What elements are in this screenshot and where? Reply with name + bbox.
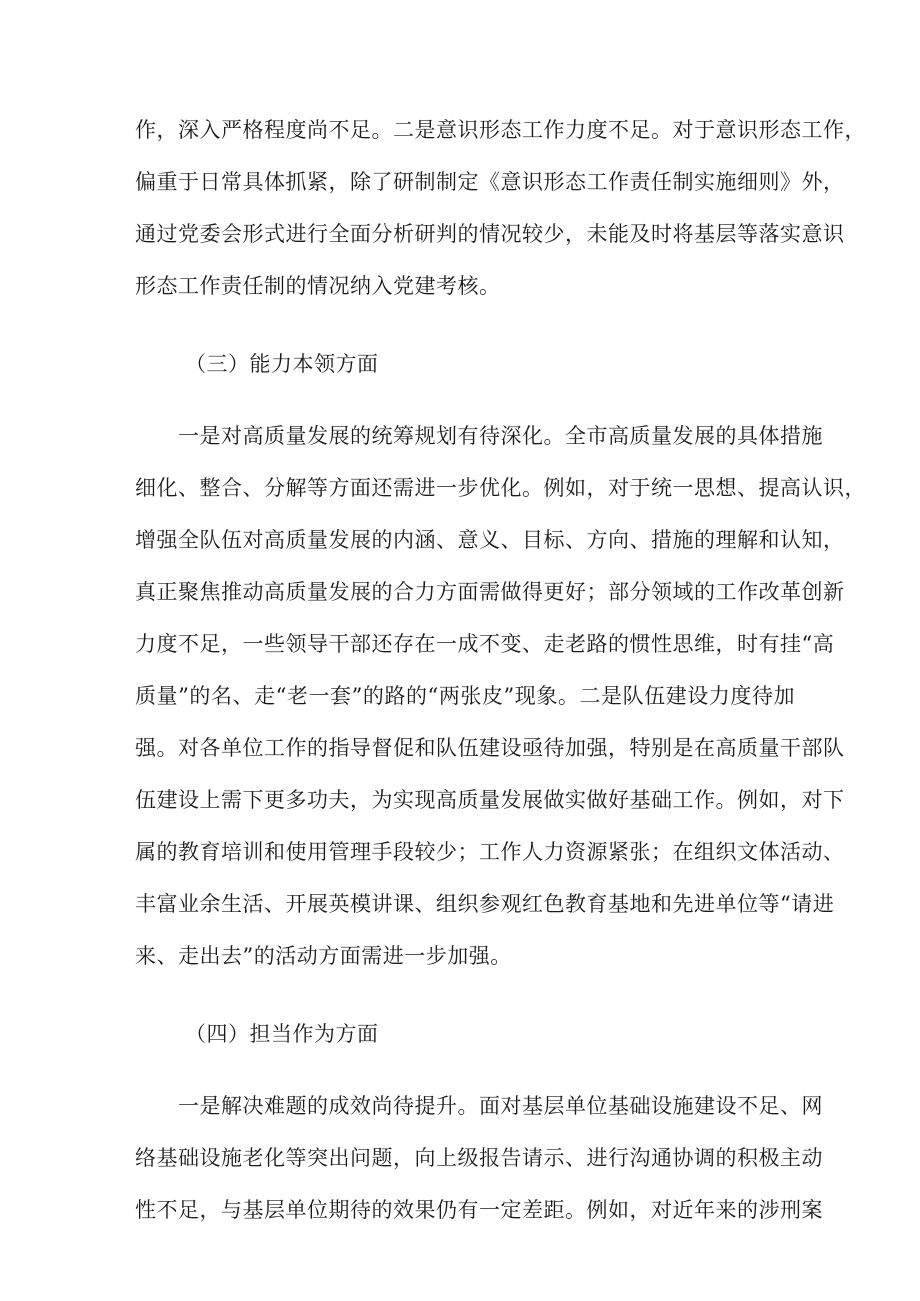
paragraph-line: 偏重于日常具体抓紧，除了研制制定《意识形态工作责任制实施细则》外， xyxy=(135,170,845,194)
paragraph-line: 伍建设上需下更多功夫，为实现高质量发展做实做好基础工作。例如，对下 xyxy=(135,788,845,812)
paragraph-line: 属的教育培训和使用管理手段较少；工作人力资源紧张；在组织文体活动、 xyxy=(135,840,845,864)
paragraph-line: 质量”的名、走“老一套”的路的“两张皮”现象。二是队伍建设力度待加 xyxy=(135,684,795,708)
paragraph-line: 一是解决难题的成效尚待提升。面对基层单位基础设施建设不足、网 xyxy=(178,1094,823,1118)
paragraph-line: 作，深入严格程度尚不足。二是意识形态工作力度不足。对于意识形态工作， xyxy=(135,118,866,142)
paragraph-line: 真正聚焦推动高质量发展的合力方面需做得更好；部分领域的工作改革创新 xyxy=(135,580,845,604)
paragraph-line: 络基础设施老化等突出问题，向上级报告请示、进行沟通协调的积极主动 xyxy=(135,1146,823,1170)
paragraph-line: 丰富业余生活、开展英模讲课、组织参观红色教育基地和先进单位等“请进 xyxy=(135,892,835,916)
paragraph-line: 形态工作责任制的情况纳入党建考核。 xyxy=(135,274,501,298)
paragraph-line: 强。对各单位工作的指导督促和队伍建设亟待加强，特别是在高质量干部队 xyxy=(135,736,845,760)
paragraph-line: 性不足，与基层单位期待的效果仍有一定差距。例如，对近年来的涉刑案 xyxy=(135,1198,823,1222)
paragraph-line: 增强全队伍对高质量发展的内涵、意义、目标、方向、措施的理解和认知， xyxy=(135,528,845,552)
paragraph-line: 力度不足，一些领导干部还存在一成不变、走老路的惯性思维，时有挂“高 xyxy=(135,632,835,656)
paragraph-line: 通过党委会形式进行全面分析研判的情况较少，未能及时将基层等落实意识 xyxy=(135,222,845,246)
paragraph-line: 来、走出去”的活动方面需进一步加强。 xyxy=(135,944,512,968)
paragraph-line: 一是对高质量发展的统筹规划有待深化。全市高质量发展的具体措施 xyxy=(178,424,823,448)
paragraph-line: 细化、整合、分解等方面还需进一步优化。例如，对于统一思想、提高认识， xyxy=(135,476,866,500)
section-heading-3: （三）能力本领方面 xyxy=(185,352,379,376)
section-heading-4: （四）担当作为方面 xyxy=(185,1022,379,1046)
